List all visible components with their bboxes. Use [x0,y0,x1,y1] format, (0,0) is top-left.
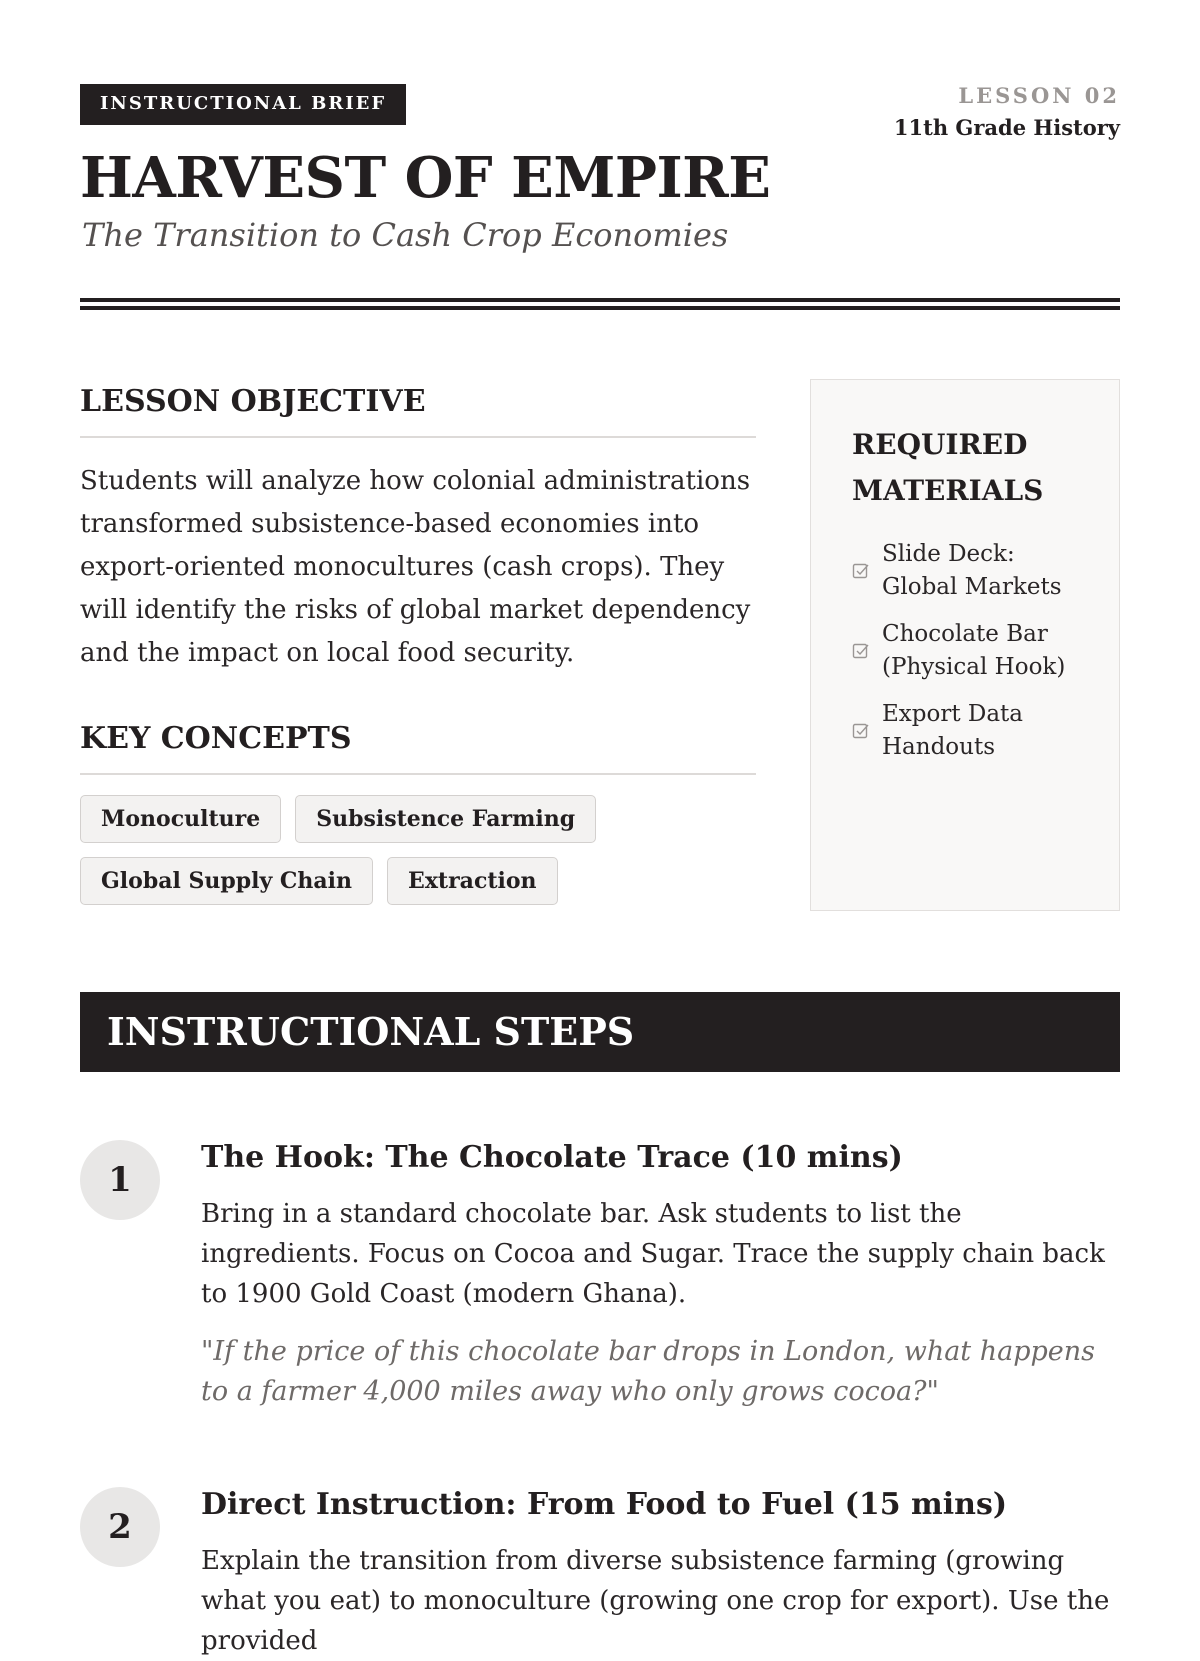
lesson-brief-page [80,0,1120,1656]
concepts-heading: KEY CONCEPTS [80,717,756,775]
step-text: Explain the transition from diverse subsistence farming (growing what you eat) to monoculture (growing one crop for export). Use the provided [201,1546,1110,1656]
page-subtitle: The Transition to Cash Crop Economies [82,216,729,254]
concept-tag: Global Supply Chain [80,857,373,905]
material-item [852,538,1089,604]
lesson-number: LESSON 02 [958,83,1120,108]
header-divider [80,298,1120,311]
concept-tag: Monoculture [80,795,281,843]
materials-heading: REQUIRED MATERIALS [852,428,1044,507]
steps-section-bar [80,992,1120,1072]
material-label: Slide Deck: Global Markets [882,541,1062,600]
header [80,84,1120,255]
checkbox-checked-icon [852,642,870,660]
document-type-badge: INSTRUCTIONAL BRIEF [80,84,406,125]
concept-tag: Subsistence Farming [295,795,596,843]
checkbox-checked-icon [852,562,870,580]
lesson-overview [80,380,756,905]
material-item [852,698,1089,764]
objective-text: Students will analyze how colonial administrations transformed subsistence-based economies into export-oriented monocultures (cash crops). They will identify the risks of global market dependency and the impact on local food security. [80,466,751,668]
step-number: 2 [80,1487,160,1567]
materials-list [852,538,1089,764]
concept-tag: Extraction [387,857,557,905]
material-item [852,618,1089,684]
materials-panel [810,379,1120,911]
lesson-grade: 11th Grade History [893,115,1120,140]
lesson-meta [894,84,1120,142]
step-title: The Hook: The Chocolate Trace (10 mins) [201,1140,903,1175]
step-body [201,1140,1120,1412]
objective-heading: LESSON OBJECTIVE [80,380,756,438]
checkbox-checked-icon [852,722,870,740]
page-title: HARVEST OF EMPIRE [80,145,771,211]
step-number: 1 [80,1140,160,1220]
step-body [201,1487,1120,1661]
step-text: Bring in a standard chocolate bar. Ask students to list the ingredients. Focus on Cocoa and Sugar. Trace the supply chain back to 1900 Gold Coast (modern Ghana). [201,1199,1105,1309]
material-label: Export Data Handouts [882,701,1023,760]
concept-tags [80,795,756,905]
material-label: Chocolate Bar (Physical Hook) [882,621,1066,680]
step-quote: "If the price of this chocolate bar drops in London, what happens to a farmer 4,000 miles away who only grows cocoa?" [201,1336,1096,1407]
step-title: Direct Instruction: From Food to Fuel (15 mins) [201,1487,1008,1522]
steps-heading: INSTRUCTIONAL STEPS [107,1009,635,1054]
